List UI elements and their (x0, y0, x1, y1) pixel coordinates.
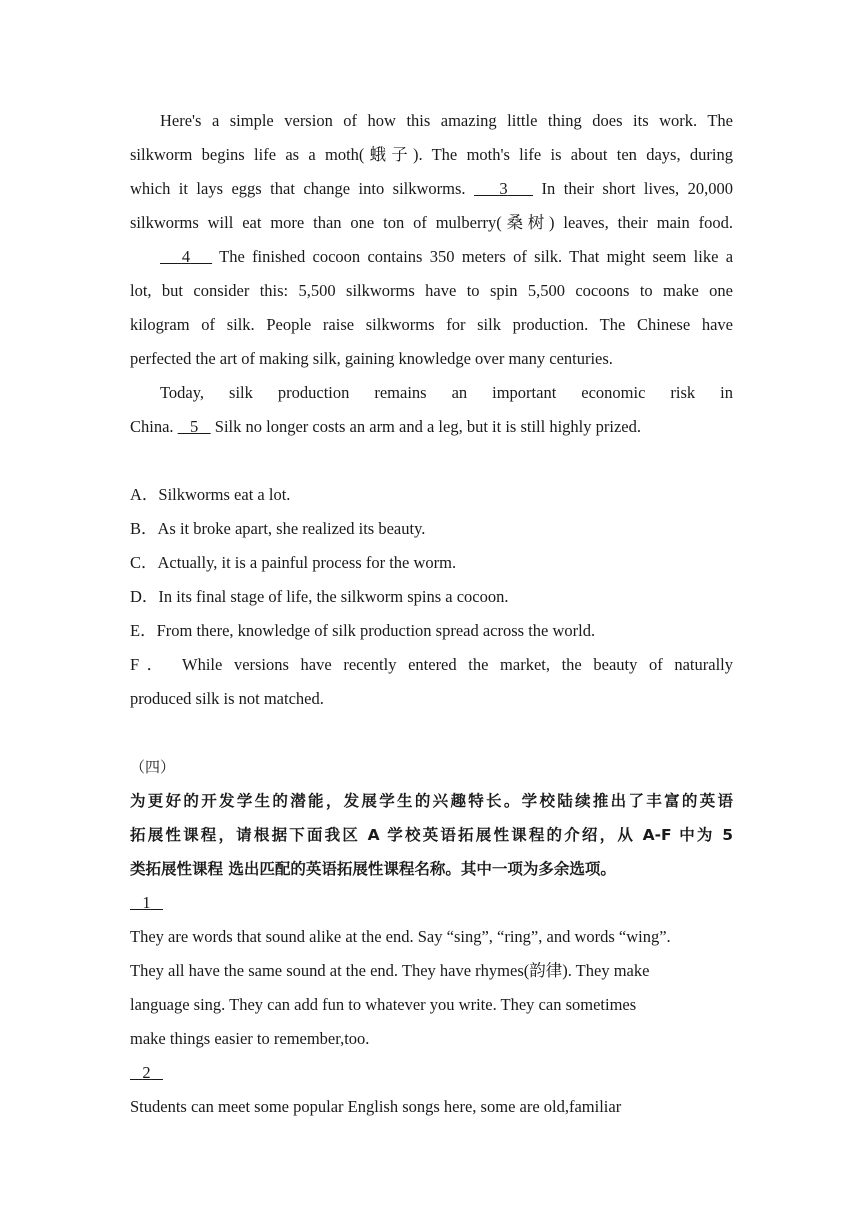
option-e: E．From there, knowledge of silk production spread across the world. (130, 621, 596, 640)
passage-line (130, 410, 733, 444)
course-description-line: They are words that sound alike at the end. Say “sing”, “ring”, and words “wing”. (130, 927, 671, 946)
instruction-line: 拓展性课程，请根据下面我区 A 学校英语拓展性课程的介绍，从 A-F 中为 5 (130, 826, 733, 844)
option-f-continued: produced silk is not matched. (130, 689, 324, 708)
answer-blank-3: 3 (499, 179, 508, 198)
passage-text: Silk no longer costs an arm and a leg, but it is still highly prized. (214, 417, 641, 436)
answer-blank-5: 5 (190, 417, 199, 436)
spacer (130, 716, 733, 750)
passage-line (130, 240, 733, 274)
passage-line: kilogram of silk. People raise silkworms for silk production. The Chinese have (130, 315, 733, 334)
option-b: B．As it broke apart, she realized its beauty. (130, 519, 426, 538)
document-page (130, 104, 733, 1124)
spacer (130, 444, 733, 478)
passage-text: which it lays eggs that change into silkworms. (130, 179, 466, 198)
course-description-line: language sing. They can add fun to whatever you write. They can sometimes (130, 995, 637, 1014)
option-a: A．Silkworms eat a lot. (130, 485, 291, 504)
course-description-line: make things easier to remember,too. (130, 1029, 370, 1048)
question-blank-2: 2 (142, 1063, 151, 1082)
course-description-line: They all have the same sound at the end. They have rhymes(韵律). They make (130, 961, 650, 980)
option-c: C．Actually, it is a painful process for the worm. (130, 553, 457, 572)
passage-line (130, 172, 733, 206)
passage-line: Today, silk production remains an important economic risk in (160, 383, 733, 402)
passage-line: silkworm begins life as a moth(蛾子). The moth's life is about ten days, during (130, 145, 733, 164)
instruction-line: 类拓展性课程 选出匹配的英语拓展性课程名称。其中一项为多余选项。 (130, 860, 616, 878)
answer-blank-4: 4 (181, 247, 191, 266)
passage-line: perfected the art of making silk, gaining knowledge over many centuries. (130, 349, 613, 368)
passage-text: China. (130, 417, 174, 436)
passage-line: lot, but consider this: 5,500 silkworms have to spin 5,500 cocoons to make one (130, 281, 733, 300)
course-description-line: Students can meet some popular English songs here, some are old,familiar (130, 1097, 622, 1116)
section-title: （四） (130, 758, 176, 776)
question-blank-1: 1 (142, 893, 151, 912)
passage-line: Here's a simple version of how this amazing little thing does its work. The (160, 111, 733, 130)
option-f: F． While versions have recently entered the market, the beauty of naturally (130, 655, 733, 674)
option-d: D．In its final stage of life, the silkworm spins a cocoon. (130, 587, 509, 606)
passage-text: In their short lives, 20,000 (541, 179, 734, 198)
passage-text: The finished cocoon contains 350 meters of silk. That might seem like a (219, 247, 734, 266)
instruction-line: 为更好的开发学生的潜能，发展学生的兴趣特长。学校陆续推出了丰富的英语 (130, 792, 733, 810)
passage-line: silkworms will eat more than one ton of mulberry(桑树) leaves, their main food. (130, 213, 733, 232)
